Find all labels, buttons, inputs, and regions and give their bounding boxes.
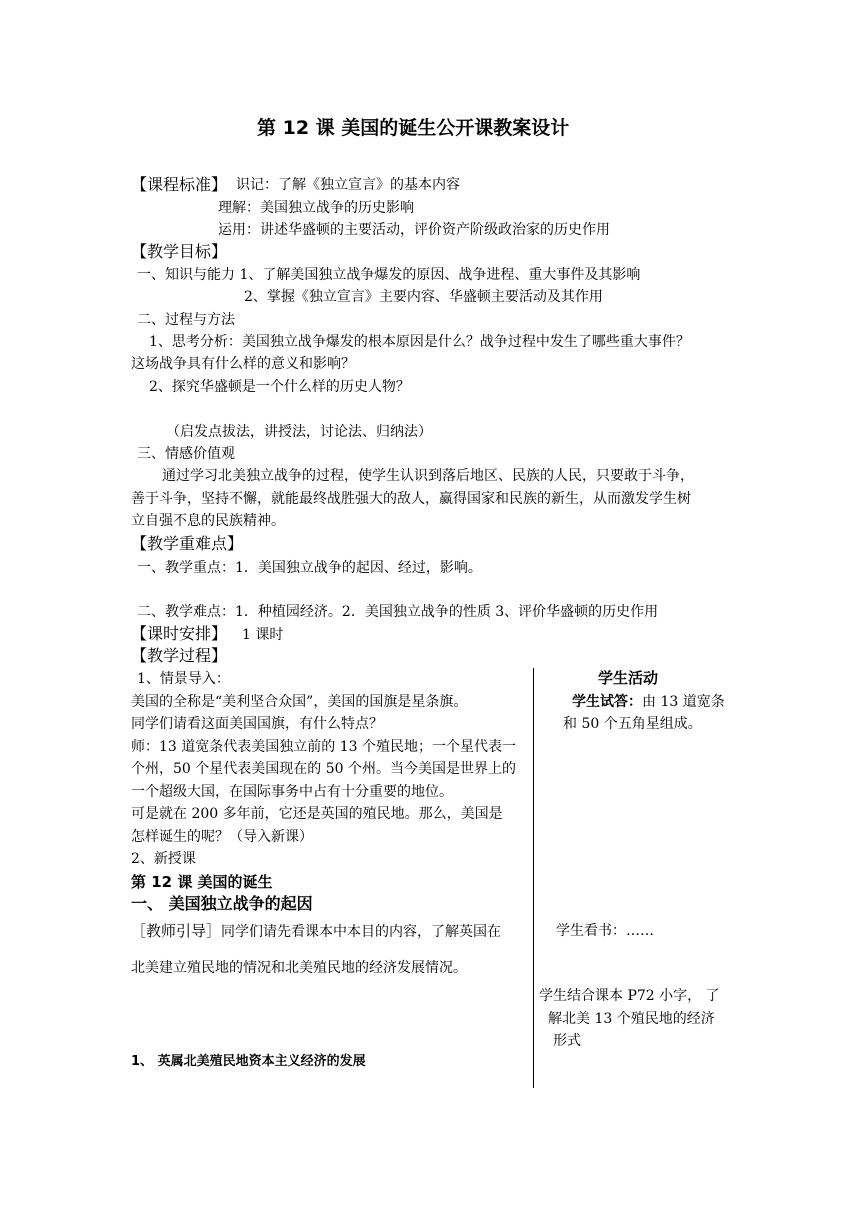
goal-2: 二、过程与方法 <box>137 312 235 328</box>
goal-3b: 善于斗争，坚持不懈，就能最终战胜强大的敌人，赢得国家和民族的新生，从而激发学生树 <box>131 491 691 507</box>
student-answer-cont: 和 50 个五角星组成。 <box>563 716 702 732</box>
teacher-guide-cont: 北美建立殖民地的情况和北美殖民地的经济发展情况。 <box>131 960 467 976</box>
process-line-6: 一个超级大国，在国际事务中占有十分重要的地位。 <box>131 784 453 800</box>
student-read: 学生看书：…… <box>556 923 654 939</box>
goal-3a: 通过学习北美独立战争的过程，使学生认识到落后地区、民族的人民，只要敢于斗争， <box>162 468 694 484</box>
goal-1b: 2、掌握《独立宣言》主要内容、华盛顿主要活动及其作用 <box>244 289 603 305</box>
schedule-value: 1 课时 <box>242 627 284 643</box>
keypoints-heading: 【教学重难点】 <box>131 534 244 553</box>
goal-2a-cont: 这场战争具有什么样的意义和影响？ <box>131 356 355 372</box>
student-answer-label: 学生试答： <box>572 694 642 710</box>
schedule-heading: 【课时安排】 <box>131 624 228 643</box>
goal-2c: （启发点拔法，讲授法，讨论法、归纳法） <box>166 424 432 440</box>
teacher-guide-label: ［教师引导］ <box>131 922 222 940</box>
goal-2a: 1、思考分析：美国独立战争爆发的根本原因是什么？战争过程中发生了哪些重大事件？ <box>149 334 690 350</box>
page-title: 第 12 课 美国的诞生公开课教案设计 <box>257 117 570 139</box>
student-task-2: 解北美 13 个殖民地的经济 <box>548 1011 715 1027</box>
student-task-1: 学生结合课本 P72 小字， 了 <box>539 988 720 1004</box>
process-line-7: 可是就在 200 多年前，它还是英国的殖民地。那么，美国是 <box>131 806 503 822</box>
process-line-3: 同学们请看这面美国国旗，有什么特点？ <box>131 716 383 732</box>
goal-3: 三、情感价值观 <box>137 446 235 462</box>
teacher-guide-text: 同学们请先看课本中本目的内容，了解英国在 <box>221 924 502 940</box>
goal-2b: 2、探究华盛顿是一个什么样的历史人物？ <box>149 379 410 395</box>
student-task-3: 形式 <box>553 1033 581 1049</box>
process-line-8: 怎样诞生的呢？（导入新课） <box>131 829 313 845</box>
process-line-2: 美国的全称是“美利坚合众国”，美国的国旗是星条旗。 <box>131 694 468 710</box>
process-line-5: 个州，50 个星代表美国现在的 50 个州。当今美国是世界上的 <box>131 761 516 777</box>
process-heading: 【教学过程】 <box>131 646 228 665</box>
section-heading: 一、 美国独立战争的起因 <box>131 894 313 913</box>
standard-heading: 【课程标准】 <box>131 175 228 194</box>
student-activity-heading: 学生活动 <box>598 669 659 687</box>
goal-3c: 立自强不息的民族精神。 <box>131 513 285 529</box>
standard-line-3: 运用：讲述华盛顿的主要活动，评价资产阶级政治家的历史作用 <box>218 222 610 238</box>
student-answer <box>572 692 725 712</box>
process-line-4: 师：13 道宽条代表美国独立前的 13 个殖民地；一个星代表一 <box>131 739 516 755</box>
goals-heading: 【教学目标】 <box>131 242 228 261</box>
process-line-1: 1、情景导入： <box>137 671 230 687</box>
keypoint-2: 二、教学难点：1．种植园经济。2．美国独立战争的性质 3、评价华盛顿的历史作用 <box>137 604 659 620</box>
goal-1: 一、知识与能力 1、了解美国独立战争爆发的原因、战争进程、重大事件及其影响 <box>137 267 641 283</box>
student-answer-text: 由 13 道宽条 <box>642 694 725 710</box>
standard-line-2: 理解：美国独立战争的历史影响 <box>218 200 414 216</box>
standard-line-1: 识记：了解《独立宣言》的基本内容 <box>236 177 460 193</box>
subsection-heading: 1、 英属北美殖民地资本主义经济的发展 <box>131 1054 366 1069</box>
column-divider <box>533 668 534 1088</box>
keypoint-1: 一、教学重点：1．美国独立战争的起因、经过，影响。 <box>137 560 482 576</box>
lesson-subtitle: 第 12 课 美国的诞生 <box>131 873 273 891</box>
process-line-9: 2、新授课 <box>131 851 196 867</box>
teacher-guide <box>131 921 501 942</box>
